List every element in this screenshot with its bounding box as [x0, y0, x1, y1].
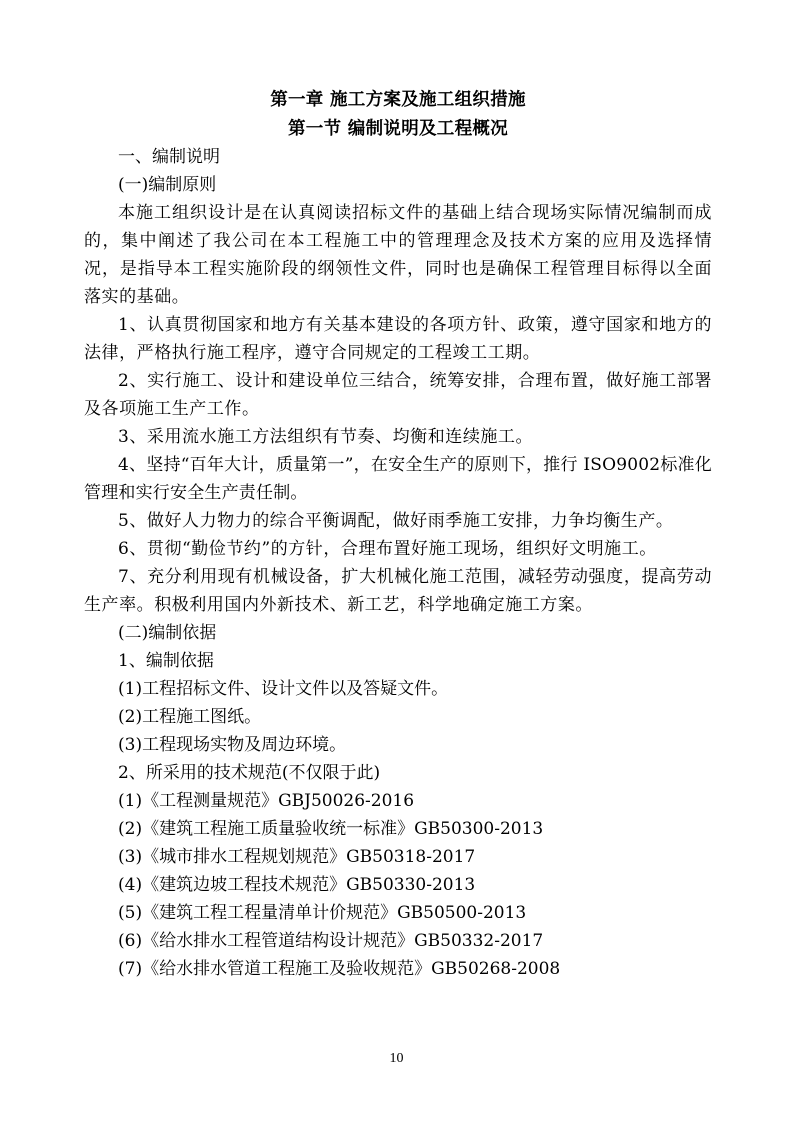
basis-item: (2)工程施工图纸。	[118, 707, 262, 727]
subpart-heading-principles: (一)编制原则	[118, 175, 217, 195]
standards-heading: 2、所采用的技术规范(不仅限于此)	[118, 763, 381, 783]
standard-item: (5)《建筑工程工程量清单计价规范》GB50500-2013	[118, 903, 527, 923]
standard-item: (3)《城市排水工程规划规范》GB50318-2017	[118, 847, 476, 867]
basis-heading: 1、编制依据	[118, 651, 214, 671]
document-page	[84, 86, 712, 983]
principle-item: 3、采用流水施工方法组织有节奏、均衡和连续施工。	[118, 427, 534, 447]
basis-item: (1)工程招标文件、设计文件以及答疑文件。	[118, 679, 449, 699]
standard-item: (6)《给水排水工程管道结构设计规范》GB50332-2017	[118, 931, 544, 951]
principle-item: 6、贯彻“勤俭节约”的方针，合理布置好施工现场，组织好文明施工。	[118, 539, 657, 559]
principle-item: 4、坚持“百年大计，质量第一”，在安全生产的原则下，推行 ISO9002标准化管理和实行安全生产责任制。	[84, 455, 712, 503]
standard-item: (1)《工程测量规范》GBJ50026-2016	[118, 791, 415, 811]
standard-item: (4)《建筑边坡工程技术规范》GB50330-2013	[118, 875, 476, 895]
principle-item: 5、做好人力物力的综合平衡调配，做好雨季施工安排，力争均衡生产。	[118, 511, 674, 531]
part-heading: 一、编制说明	[118, 147, 220, 167]
page-number: 10	[389, 1051, 404, 1066]
section-title: 第一节 编制说明及工程概况	[288, 119, 508, 139]
standard-item: (2)《建筑工程施工质量验收统一标准》GB50300-2013	[118, 819, 544, 839]
subpart-heading-basis: (二)编制依据	[118, 623, 217, 643]
intro-paragraph: 本施工组织设计是在认真阅读招标文件的基础上结合现场实际情况编制而成的，集中阐述了我公司在本工程施工中的管理理念及技术方案的应用及选择情况，是指导本工程实施阶段的纲领性文件，同时也是确保工程管理目标得以全面落实的基础。	[84, 203, 712, 307]
principle-item: 1、认真贯彻国家和地方有关基本建设的各项方针、政策，遵守国家和地方的法律，严格执行施工程序，遵守合同规定的工程竣工工期。	[84, 315, 712, 363]
standard-item: (7)《给水排水管道工程施工及验收规范》GB50268-2008	[118, 959, 561, 979]
principle-item: 2、实行施工、设计和建设单位三结合，统筹安排，合理布置，做好施工部署及各项施工生产工作。	[84, 371, 712, 419]
principle-item: 7、充分利用现有机械设备，扩大机械化施工范围，减轻劳动强度，提高劳动生产率。积极利用国内外新技术、新工艺，科学地确定施工方案。	[84, 567, 712, 615]
chapter-title: 第一章 施工方案及施工组织措施	[270, 90, 526, 110]
basis-item: (3)工程现场实物及周边环境。	[118, 735, 347, 755]
